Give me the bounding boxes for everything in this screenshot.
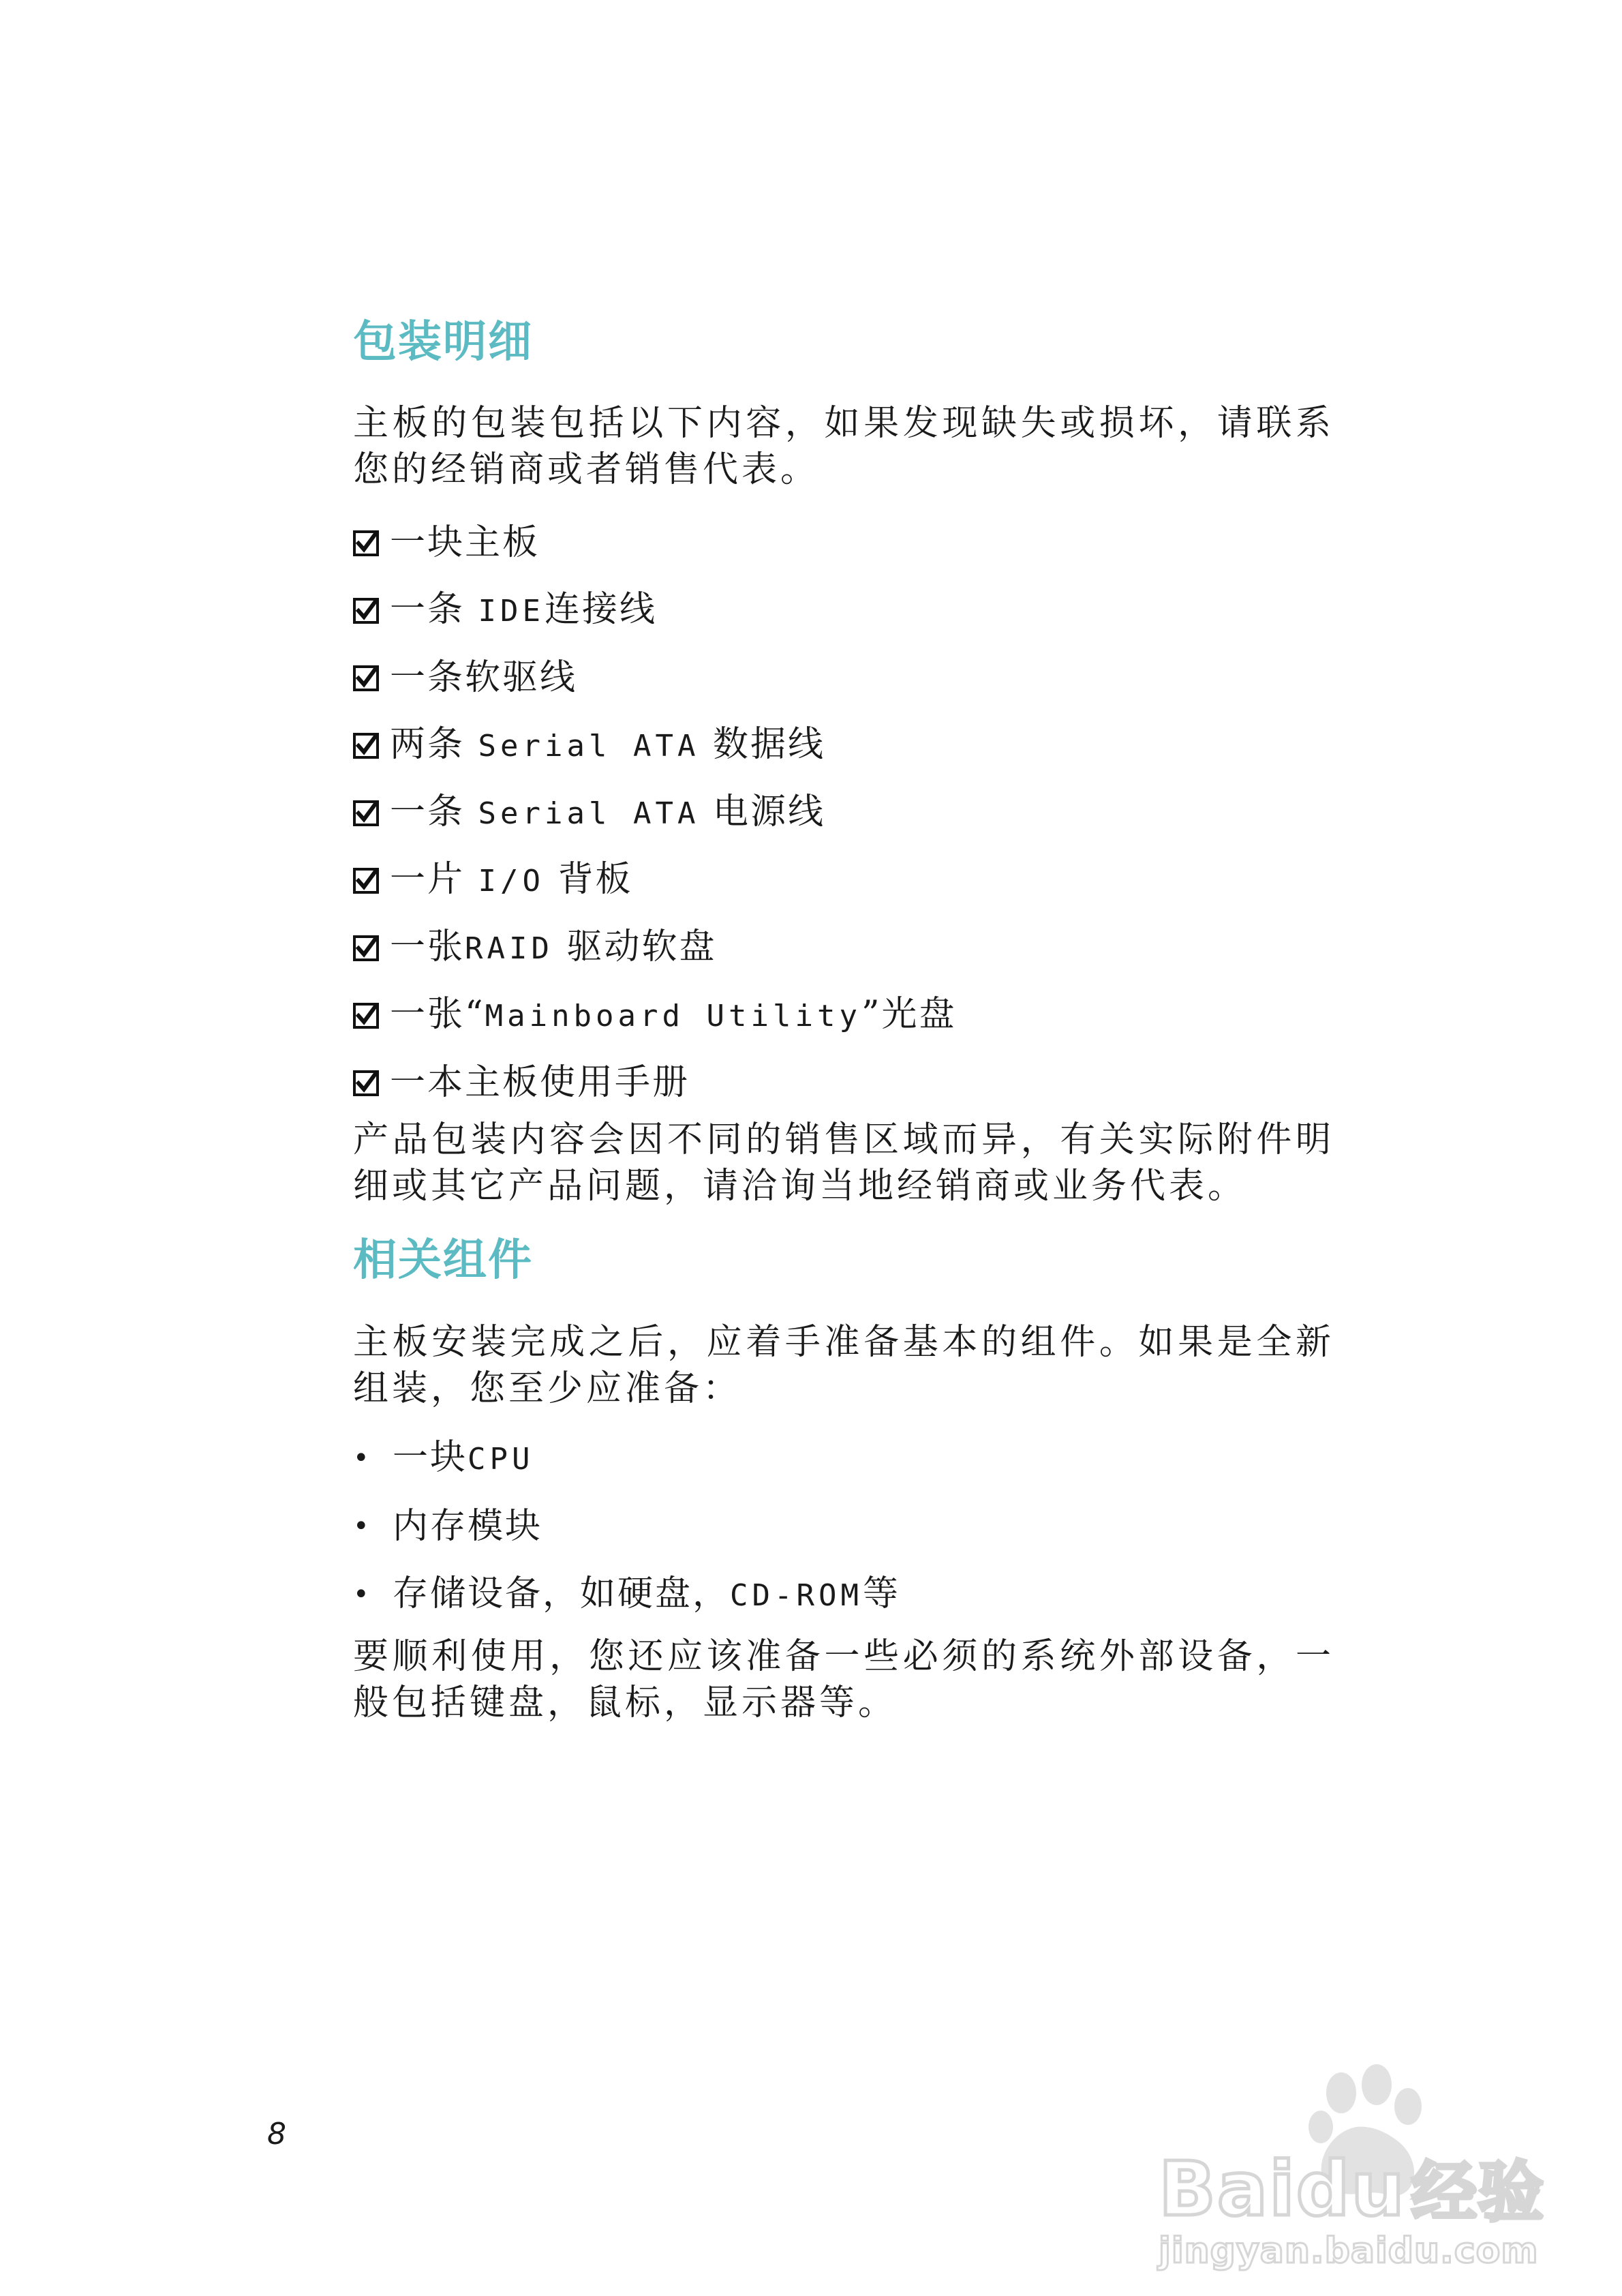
item-text: 一条 — [390, 791, 478, 832]
section-title-related-components: 相关组件 — [353, 1235, 533, 1286]
checklist-item-label — [390, 522, 540, 563]
package-intro-paragraph: 主板的包装包括以下内容，如果发现缺失或损坏，请联系您的经销商或者销售代表。 — [353, 403, 1334, 490]
checklist-item — [353, 725, 1334, 766]
latin-term: CD-ROM — [730, 1577, 863, 1613]
checklist-item — [353, 522, 1334, 563]
checklist-item-label — [390, 926, 717, 969]
checklist-item — [353, 927, 1334, 968]
checklist-item-label — [390, 1062, 690, 1103]
checklist-item-label — [390, 657, 577, 698]
checked-box-icon — [353, 935, 379, 961]
watermark-url: jingyan.baidu.com — [1159, 2231, 1539, 2271]
item-text: 等 — [862, 1573, 900, 1614]
checklist-item — [353, 995, 1334, 1036]
item-text: 两条 — [390, 723, 478, 765]
item-text: 一块主板 — [390, 522, 540, 563]
item-text: 存储设备，如硬盘， — [393, 1573, 731, 1614]
checked-box-icon — [353, 868, 379, 894]
checked-box-icon — [353, 800, 379, 826]
item-text: 背板 — [545, 858, 633, 900]
checked-box-icon — [353, 665, 379, 691]
checklist-item — [353, 657, 1334, 698]
latin-term: Serial ATA — [478, 728, 700, 764]
item-text: 一本主板使用手册 — [390, 1062, 690, 1103]
checklist-item — [353, 1062, 1334, 1103]
latin-term: CPU — [468, 1441, 534, 1477]
components-note-paragraph: 要顺利使用，您还应该准备一些必须的系统外部设备，一般包括键盘，鼠标，显示器等。 — [353, 1636, 1334, 1723]
checklist-item — [353, 860, 1334, 901]
latin-term: RAID — [465, 931, 553, 966]
checklist-item-label — [390, 724, 825, 767]
item-text: 连接线 — [545, 588, 658, 630]
list-item — [353, 1506, 1334, 1547]
item-text: ”光盘 — [861, 993, 957, 1035]
checklist-item-label — [390, 589, 657, 632]
item-text: 一张 — [390, 926, 465, 967]
components-list — [353, 1438, 1334, 1615]
latin-term: IDE — [478, 593, 545, 629]
checked-box-icon — [353, 530, 379, 556]
latin-term: Serial ATA — [478, 796, 700, 831]
item-text: 内存模块 — [393, 1506, 543, 1547]
watermark-brand: Baidu经验 — [1159, 2145, 1545, 2233]
checklist-item-label — [390, 994, 957, 1037]
checked-box-icon — [353, 1070, 379, 1096]
item-text: 一条 — [390, 588, 478, 630]
section-title-package-contents: 包装明细 — [353, 317, 533, 367]
latin-term: Mainboard Utility — [485, 998, 861, 1033]
checklist-item — [353, 792, 1334, 833]
list-item — [353, 1438, 1334, 1479]
checked-box-icon — [353, 733, 379, 759]
item-text: 一张“ — [390, 993, 485, 1035]
baidu-jingyan-watermark — [1152, 2052, 1561, 2270]
list-item-label — [393, 1573, 900, 1616]
checklist-item-label — [390, 791, 825, 834]
page-content — [353, 317, 1334, 1726]
list-item-label — [393, 1437, 534, 1480]
page-number: 8 — [267, 2117, 286, 2151]
list-item — [353, 1574, 1334, 1615]
package-note-paragraph: 产品包装内容会因不同的销售区域而异，有关实际附件明细或其它产品问题，请洽询当地经销商或业务代表。 — [353, 1119, 1334, 1207]
bullet-icon: • — [353, 1579, 371, 1610]
checklist-item-label — [390, 859, 633, 902]
components-intro-paragraph: 主板安装完成之后，应着手准备基本的组件。如果是全新组装，您至少应准备： — [353, 1322, 1334, 1409]
item-text: 电源线 — [699, 791, 825, 832]
list-item-label — [393, 1506, 542, 1547]
package-checklist — [353, 522, 1334, 1103]
bullet-icon: • — [353, 1511, 371, 1542]
item-text: 数据线 — [699, 723, 825, 765]
item-text: 一块 — [393, 1436, 468, 1478]
checked-box-icon — [353, 598, 379, 624]
checklist-item — [353, 590, 1334, 631]
item-text: 驱动软盘 — [553, 926, 717, 967]
item-text: 一条软驱线 — [390, 657, 578, 698]
bullet-icon: • — [353, 1442, 371, 1474]
latin-term: I/O — [478, 863, 545, 898]
checked-box-icon — [353, 1003, 379, 1029]
item-text: 一片 — [390, 858, 478, 900]
